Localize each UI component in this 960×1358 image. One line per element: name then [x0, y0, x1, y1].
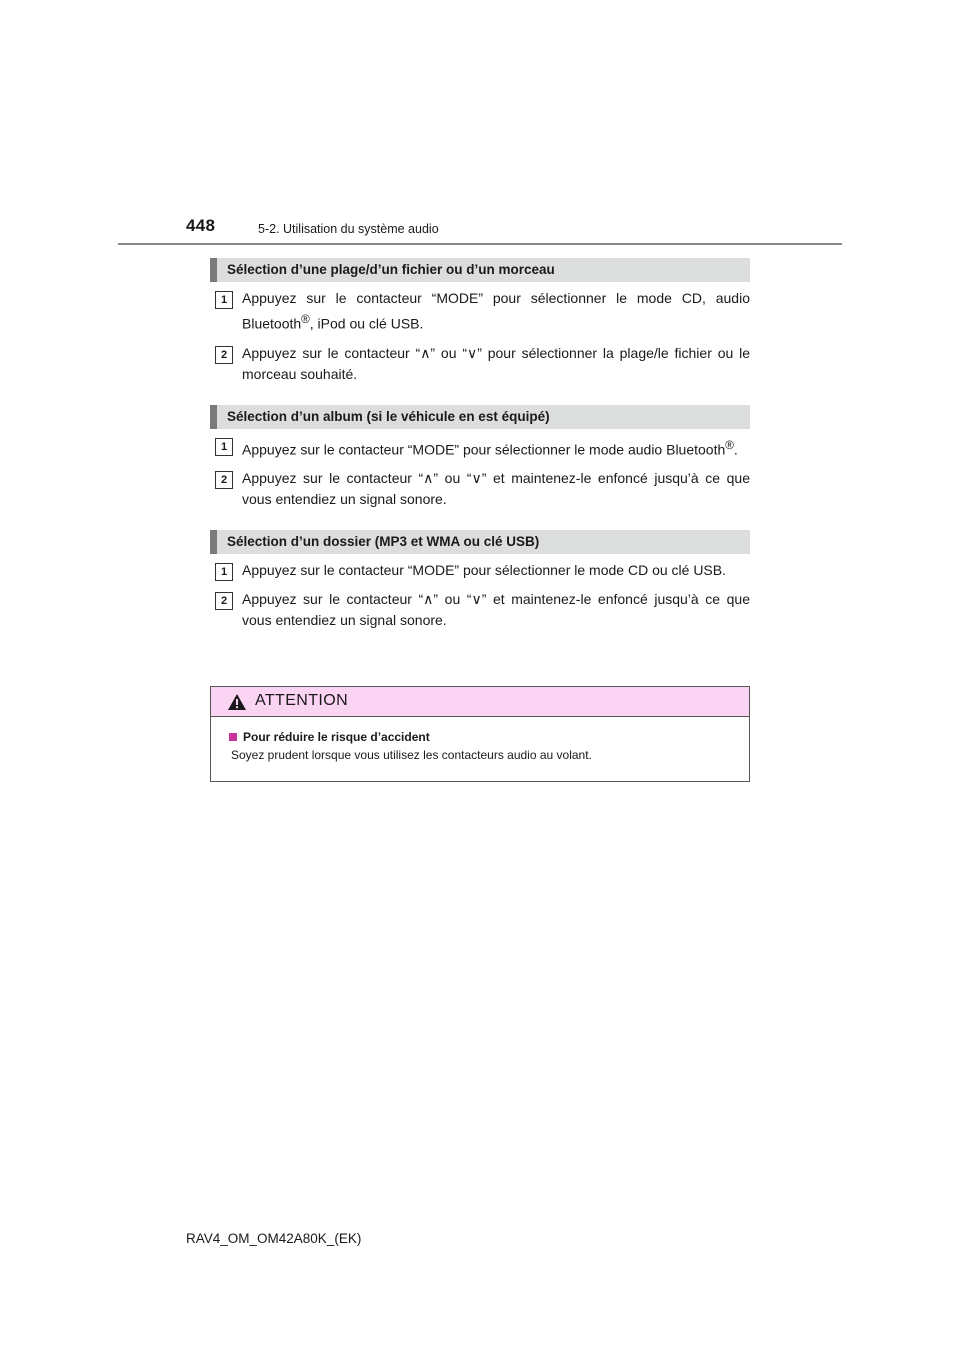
step-number-badge: 2: [215, 471, 233, 489]
step-item: [210, 589, 750, 631]
step-text: Appuyez sur le contacteur “∧” ou “∨” et maintenez-le enfoncé jusqu’à ce que vous entendiez un signal sonore.: [242, 591, 750, 629]
step-list: [210, 282, 750, 385]
section-album-selection: [210, 405, 750, 511]
step-item: [210, 288, 750, 335]
caution-text: Soyez prudent lorsque vous utilisez les contacteurs audio au volant.: [231, 748, 592, 762]
section-heading: Sélection d’une plage/d’un fichier ou d’un morceau: [210, 258, 750, 282]
registered-mark: ®: [725, 438, 734, 452]
step-item: [210, 435, 750, 461]
step-number-badge: 2: [215, 592, 233, 610]
step-number-badge: 1: [215, 563, 233, 581]
main-content: [210, 258, 750, 639]
warning-triangle-icon: [227, 693, 247, 711]
caution-title: ATTENTION: [255, 692, 349, 709]
step-list: [210, 554, 750, 631]
section-folder-selection: [210, 530, 750, 631]
step-text: Appuyez sur le contacteur “∧” ou “∨” pour sélectionner la plage/le fichier ou le morceau souhaité.: [242, 344, 750, 382]
caution-subheading-text: Pour réduire le risque d’accident: [243, 730, 430, 744]
step-text-tail: , iPod ou clé USB.: [309, 315, 424, 332]
step-text: Appuyez sur le contacteur “MODE” pour sélectionner le mode CD, audio Bluetooth: [242, 290, 750, 332]
caution-subheading: [229, 729, 749, 745]
section-heading: Sélection d’un dossier (MP3 et WMA ou clé USB): [210, 530, 750, 554]
section-reference: 5-2. Utilisation du système audio: [258, 222, 439, 236]
section-heading: Sélection d’un album (si le véhicule en est équipé): [210, 405, 750, 429]
step-text: Appuyez sur le contacteur “MODE” pour sélectionner le mode audio Bluetooth: [242, 441, 726, 458]
step-item: [210, 343, 750, 385]
square-bullet-icon: [229, 733, 237, 741]
step-text: Appuyez sur le contacteur “∧” ou “∨” et maintenez-le enfoncé jusqu’à ce que vous entendiez un signal sonore.: [242, 470, 750, 508]
header-rule: [118, 243, 842, 245]
step-number-badge: 1: [215, 291, 233, 309]
caution-box: [210, 686, 750, 782]
registered-mark: ®: [301, 313, 310, 326]
caution-body: [211, 717, 749, 765]
step-item: [210, 468, 750, 510]
page-number: 448: [186, 216, 216, 235]
section-track-selection: [210, 258, 750, 385]
caution-header: [211, 687, 749, 717]
step-text-tail: .: [733, 441, 738, 458]
document-code: RAV4_OM_OM42A80K_(EK): [186, 1231, 362, 1246]
step-list: [210, 429, 750, 511]
step-number-badge: 2: [215, 346, 233, 364]
step-item: [210, 560, 750, 581]
step-text: Appuyez sur le contacteur “MODE” pour sélectionner le mode CD ou clé USB.: [242, 562, 726, 579]
step-number-badge: 1: [215, 438, 233, 456]
